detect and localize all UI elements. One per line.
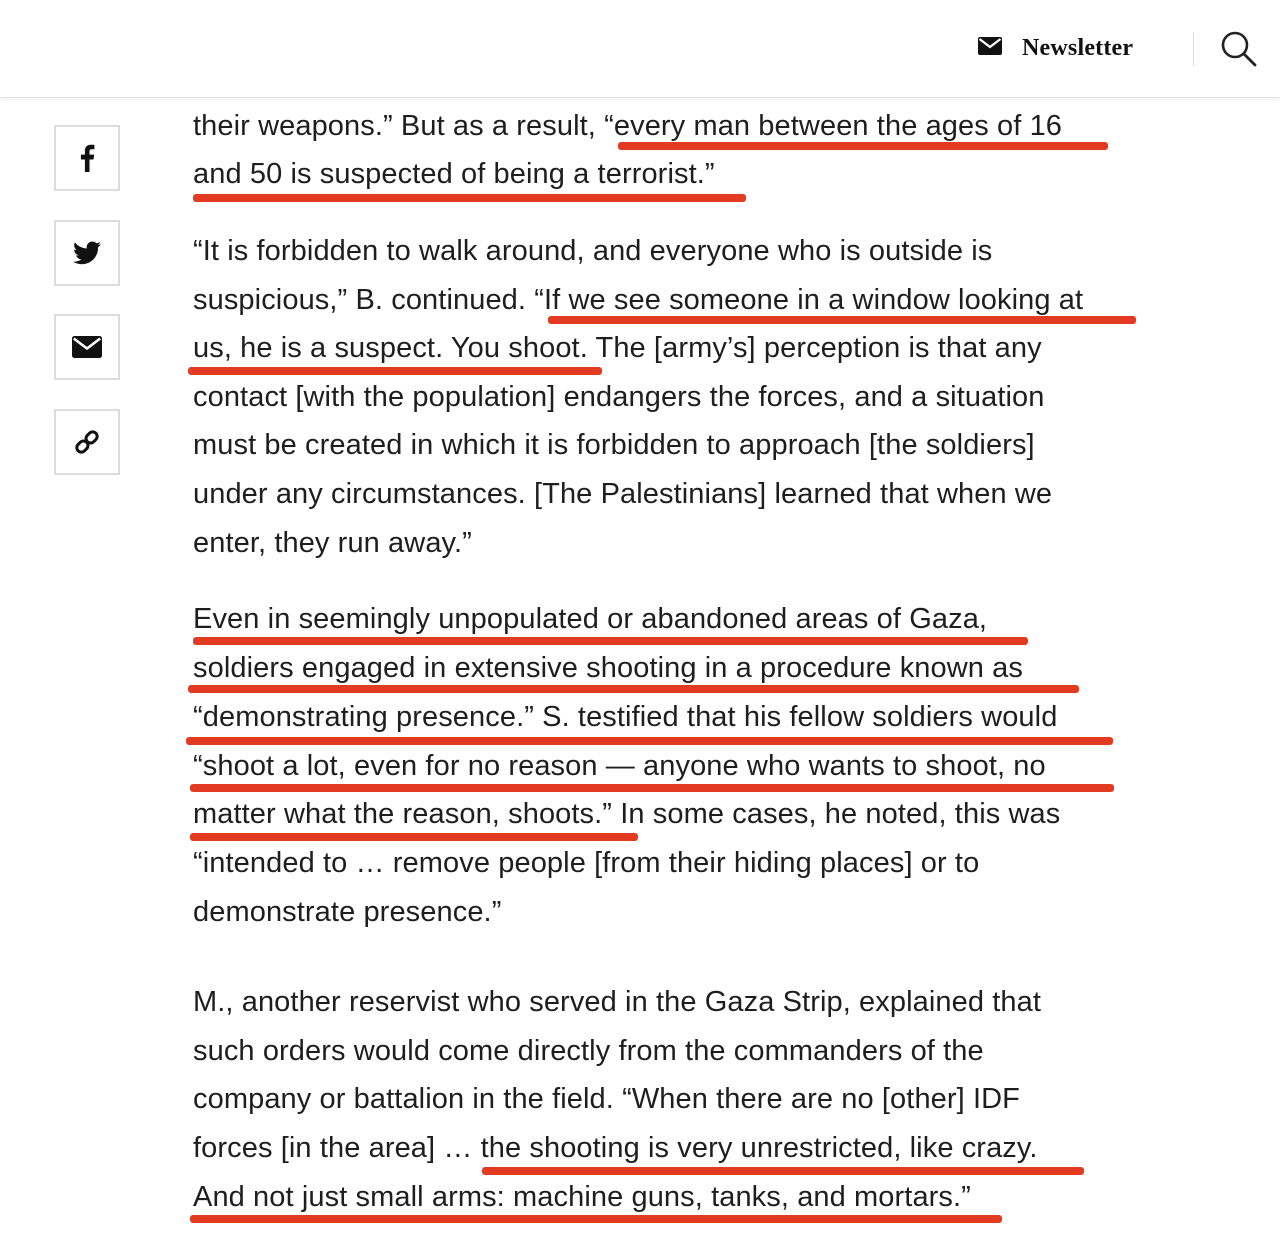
search-button[interactable] (1220, 30, 1258, 68)
article-line: suspicious,” B. continued. “If we see someone in a window looking at (193, 284, 1084, 316)
envelope-icon (72, 336, 102, 358)
newsletter-label: Newsletter (1022, 34, 1134, 61)
article-line: soldiers engaged in extensive shooting in a procedure known as (193, 652, 1024, 684)
article-line: “shoot a lot, even for no reason — anyone who wants to shoot, no (193, 750, 1046, 782)
highlight-underline (190, 1215, 1002, 1223)
article-line: enter, they run away.” (193, 527, 472, 559)
article-line: M., another reservist who served in the Gaza Strip, explained that (193, 986, 1042, 1018)
highlight-underline (190, 784, 1114, 792)
twitter-icon (73, 241, 101, 265)
search-icon (1220, 30, 1258, 68)
highlight-underline (193, 637, 1028, 645)
envelope-icon (978, 37, 1002, 60)
share-email-button[interactable] (54, 314, 120, 380)
article-line: Even in seemingly unpopulated or abandoned areas of Gaza, (193, 603, 988, 635)
article-line: under any circumstances. [The Palestinians] learned that when we (193, 478, 1053, 510)
article-line: us, he is a suspect. You shoot. The [army’s] perception is that any (193, 332, 1042, 364)
article-line: such orders would come directly from the commanders of the (193, 1035, 984, 1067)
highlight-underline (548, 316, 1136, 324)
article-line: forces [in the area] … the shooting is very unrestricted, like crazy. (193, 1132, 1038, 1164)
highlight-underline (188, 367, 602, 375)
article-line: contact [with the population] endangers the forces, and a situation (193, 381, 1045, 413)
site-header (0, 0, 1280, 98)
share-facebook-button[interactable] (54, 125, 120, 191)
highlight-underline (190, 833, 638, 841)
article-line: “It is forbidden to walk around, and everyone who is outside is (193, 235, 993, 267)
article-line: And not just small arms: machine guns, tanks, and mortars.” (193, 1181, 971, 1213)
header-divider (1193, 32, 1194, 66)
article-line: must be created in which it is forbidden to approach [the soldiers] (193, 429, 1035, 461)
highlight-underline (482, 1167, 1084, 1175)
article-line: matter what the reason, shoots.” In some cases, he noted, this was (193, 798, 1061, 830)
article-line: “demonstrating presence.” S. testified that his fellow soldiers would (193, 701, 1058, 733)
facebook-icon (79, 144, 95, 172)
article-line: “intended to … remove people [from their hiding places] or to (193, 847, 980, 879)
newsletter-button[interactable] (978, 30, 1133, 66)
link-icon (73, 428, 101, 456)
highlight-underline (188, 685, 1079, 693)
highlight-underline (193, 194, 746, 202)
article-line: their weapons.” But as a result, “every man between the ages of 16 (193, 110, 1063, 142)
article-line: demonstrate presence.” (193, 896, 502, 928)
highlight-underline (186, 737, 1113, 745)
share-twitter-button[interactable] (54, 220, 120, 286)
article-line: company or battalion in the field. “When there are no [other] IDF (193, 1083, 1020, 1115)
article-line: and 50 is suspected of being a terrorist.” (193, 158, 715, 190)
highlight-underline (618, 142, 1108, 150)
share-link-button[interactable] (54, 409, 120, 475)
